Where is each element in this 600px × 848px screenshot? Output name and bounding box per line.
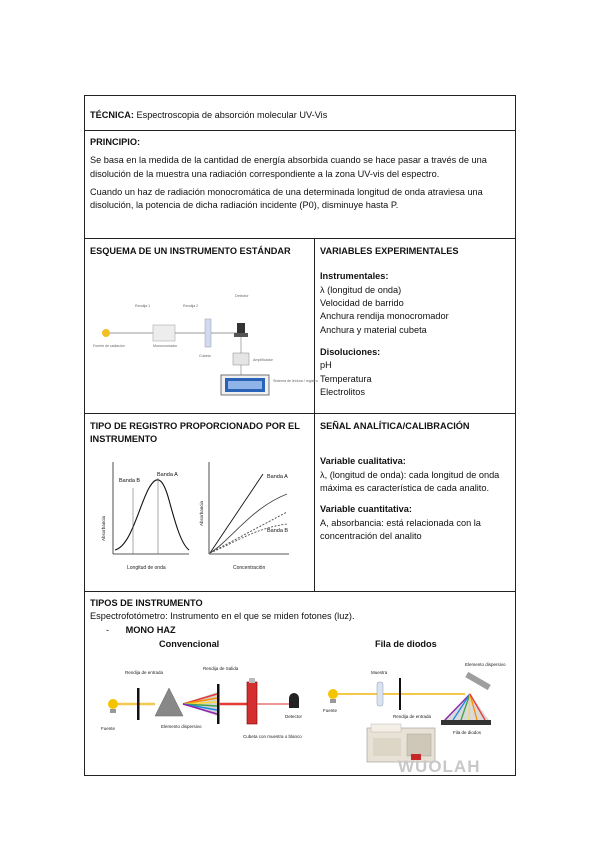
sample-cuvette <box>377 682 383 706</box>
conv-label-rendija-salida: Rendija de Salida <box>203 666 239 671</box>
monochromator-box <box>153 325 175 341</box>
fila-label-fila: Fila de diodos <box>453 730 482 735</box>
disolucion-item: pH <box>320 360 332 371</box>
instrumentales-label: Instrumentales: <box>320 271 389 282</box>
instrumental-item: Anchura y material cubeta <box>320 324 427 335</box>
conv-label-cubeta: Cubeta con muestra o blanco <box>243 734 302 739</box>
instrumental-item: Velocidad de barrido <box>320 298 404 309</box>
esquema-title: ESQUEMA DE UN INSTRUMENTO ESTÁNDAR <box>90 246 291 256</box>
lamp-icon <box>102 329 110 337</box>
principio-row <box>85 131 515 239</box>
instrumental-item: Anchura rendija monocromador <box>320 311 449 322</box>
schematic-label-monocromador: Monocromador <box>153 344 178 348</box>
registro-row <box>85 414 515 592</box>
amplifier-box <box>233 353 249 365</box>
instrumental-item: λ (longitud de onda) <box>320 284 402 295</box>
conv-label-rendija-entrada: Rendija de entrada <box>125 670 164 675</box>
cualitativa-text: λ, (longitud de onda): cada longitud de onda máxima es característica de cada analito. <box>320 469 500 494</box>
schematic-label-cubeta: Cubeta <box>199 354 211 358</box>
tecnica-value: Espectroscopia de absorción molecular UV-Vis <box>136 110 328 120</box>
fila-label-rendija: Rendija de entrada <box>393 714 432 719</box>
disolucion-item: Electrolitos <box>320 387 365 398</box>
esquema-row <box>85 239 515 414</box>
chart1-banda-a: Banda A <box>157 472 178 478</box>
fila-diodos-title: Fila de diodos <box>375 639 437 649</box>
detector-icon <box>289 693 299 708</box>
cualitativa-label: Variable cualitativa: <box>320 456 406 467</box>
principio-label: PRINCIPIO: <box>90 137 141 147</box>
espectrofotometro-text: Espectrofotómetro: Instrumento en el que se miden fotones (luz). <box>90 611 355 622</box>
lamp-icon <box>328 689 338 699</box>
chart1-xlabel: Longitud de onda <box>127 565 166 571</box>
chart2-ylabel: Absorbancia <box>199 500 204 526</box>
wuolah-watermark: WUOLAH <box>398 757 481 776</box>
conv-label-elemento: Elemento dispersivo <box>161 724 202 729</box>
entrance-slit <box>399 678 401 710</box>
convencional-diagram <box>99 658 309 768</box>
fila-label-muestra: Muestra <box>371 670 388 675</box>
lamp-icon <box>108 699 118 709</box>
tecnica-row <box>85 96 515 131</box>
disoluciones-label: Disoluciones: <box>320 347 381 358</box>
fila-label-fuente: Fuente <box>323 708 338 713</box>
schematic-label-rendija2: Rendija 2 <box>183 304 199 308</box>
detector-shape <box>237 323 245 333</box>
esquema-cell <box>85 239 318 413</box>
grating-shape <box>465 672 491 690</box>
senal-title: SEÑAL ANALÍTICA/CALIBRACIÓN <box>320 421 470 431</box>
calibration-curve-a <box>210 494 287 553</box>
schematic-label-rendija1: Rendija 1 <box>135 304 151 308</box>
tipos-title: TIPOS DE INSTRUMENTO <box>90 598 203 608</box>
schematic-label-fuente: Fuente de radiación <box>93 344 125 348</box>
variables-title: VARIABLES EXPERIMENTALES <box>320 246 459 256</box>
cuvette-shape <box>205 319 211 347</box>
fila-diodos-diagram <box>315 658 515 768</box>
chart2-xlabel: Concentración <box>233 565 266 571</box>
mono-haz-label: MONO HAZ <box>125 624 176 635</box>
schematic-label-amplificador: Amplificador <box>253 358 273 362</box>
list-bullet: - <box>106 624 110 635</box>
disolucion-item: Temperatura <box>320 373 372 384</box>
tipos-row <box>85 592 515 777</box>
tecnica-label: TÉCNICA: <box>90 110 134 120</box>
convencional-title: Convencional <box>159 639 220 649</box>
cuantitativa-text: A, absorbancia: está relacionada con la concentración del analito <box>320 517 481 542</box>
chart2-banda-a: Banda A <box>267 474 288 480</box>
chart1-ylabel: Absorbancia <box>101 515 106 541</box>
prism-shape <box>155 688 183 716</box>
principio-paragraph-2: Cuando un haz de radiación monocromática de una determinada longitud de onda atraviesa una disolución, la potencia de dicha radiación incidente (P0), disminuye hasta P. <box>90 187 483 211</box>
diode-array <box>441 720 491 725</box>
conv-label-fuente: Fuente <box>101 726 116 731</box>
conv-label-detector: Detector <box>285 714 303 719</box>
registro-title: TIPO DE REGISTRO PROPORCIONADO POR EL INSTRUMENTO <box>90 421 300 445</box>
cuvette-shape <box>247 682 257 724</box>
variables-cell <box>315 239 515 413</box>
fila-label-elemento: Elemento dispersivo <box>465 662 506 667</box>
entrance-slit <box>137 688 140 720</box>
document-table <box>84 95 516 776</box>
instrument-schematic <box>91 267 318 407</box>
schematic-label-detector: Detector <box>235 294 249 298</box>
senal-cell <box>315 414 515 591</box>
registro-cell <box>85 414 314 591</box>
cuantitativa-label: Variable cuantitativa: <box>320 504 412 515</box>
registro-charts <box>91 456 305 586</box>
principio-paragraph-1: Se basa en la medida de la cantidad de energía absorbida cuando se hace pasar a través de una disolución de la muestra una radiación correspondiente a la zona UV-vis del espectro. <box>90 155 487 179</box>
chart1-banda-b: Banda B <box>119 478 141 484</box>
chart2-banda-b: Banda B <box>267 528 289 534</box>
absorption-band-curve <box>115 480 189 550</box>
schematic-label-registro: Sistema de lectura / registro <box>273 379 318 383</box>
